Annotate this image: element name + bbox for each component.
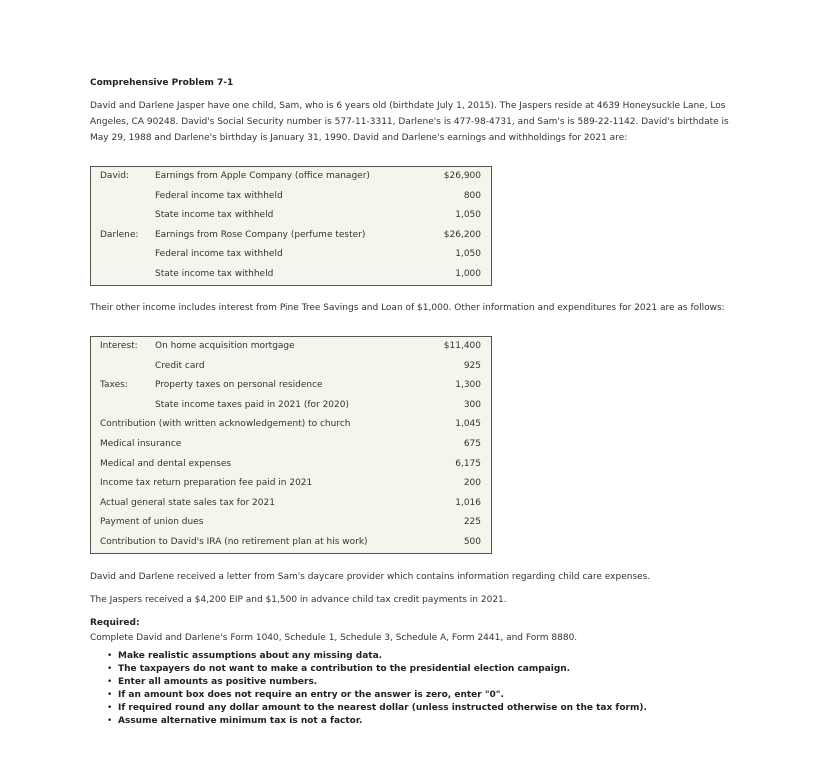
intro-paragraph: David and Darlene Jasper have one child, Sam, who is 6 years old (birthdate July 1, 2015). The Jaspers reside at 4639 Honeysuckle Lane, Los Angeles, CA 90248. David's Social Security number is 577-11-3311, Darlene's is 477-98-4731, and Sam's is 589-22-1142. David's birthdate is May 29, 1988 and Darlene's birthday is January 31, 1990. David and Darlene's earnings and withholdings for 2021 are: [90,101,729,143]
required-label: Required: [90,618,140,628]
list-item: • The taxpayers do not want to make a contribution to the presidential election campaign. [118,663,647,676]
item-label: On home acquisition mortgage [155,341,295,351]
table-row [91,415,491,435]
item-label: Earnings from Apple Company (office manager) [155,171,370,181]
amount-value: $26,200 [443,229,481,240]
expenditures-table [90,336,492,554]
amount-value: 1,000 [455,268,481,279]
table-row [91,265,491,285]
item-label: Medical and dental expenses [100,458,232,469]
item-label: Actual general state sales tax for 2021 [100,497,275,508]
item-label: State income tax withheld [155,210,274,221]
item-label: Medical insurance [100,438,182,449]
amount-value: 300 [463,399,481,410]
table-row [91,206,491,226]
item-label: State income tax withheld [155,268,274,279]
category-label: Taxes: [100,380,128,391]
item-label: Property taxes on personal residence [155,380,323,391]
amount-value: 200 [463,478,481,489]
table-row [91,357,491,377]
amount-value: 1,050 [455,249,481,260]
table-row [91,226,491,246]
amount-value: 800 [463,190,481,201]
item-label: Income tax return preparation fee paid in 2021 [100,478,313,489]
amount-value: 675 [463,438,481,449]
list-item: • If an amount box does not require an entry or the answer is zero, enter "0". [118,689,647,702]
item-label: Contribution to David's IRA (no retirement plan at his work) [100,536,368,547]
amount-value: 1,045 [455,419,481,430]
item-label: Contribution (with written acknowledgement) to church [100,419,351,430]
category-label: Interest: [100,341,138,351]
table-row [91,474,491,494]
daycare-paragraph: David and Darlene received a letter from Sam's daycare provider which contains information regarding child care expenses. [90,572,651,582]
amount-value: $11,400 [443,341,481,351]
amount-value: 925 [463,360,481,371]
table-row [91,187,491,207]
list-item: • If required round any dollar amount to the nearest dollar (unless instructed otherwise on the tax form). [118,702,647,715]
table-row [91,435,491,455]
problem-title: Comprehensive Problem 7-1 [90,78,234,88]
amount-value: 1,016 [455,497,481,508]
person-label: David: [100,171,130,181]
amount-value: 1,300 [455,380,481,391]
table-row [91,376,491,396]
table-row [91,167,491,187]
item-label: Federal income tax withheld [155,190,283,201]
list-item: • Make realistic assumptions about any missing data. [118,650,647,663]
eip-paragraph: The Jaspers received a $4,200 EIP and $1,500 in advance child tax credit payments in 2021. [90,595,507,605]
amount-value: 6,175 [455,458,481,469]
other-income-paragraph: Their other income includes interest from Pine Tree Savings and Loan of $1,000. Other information and expenditures for 2021 are as follows: [90,303,725,313]
item-label: Credit card [155,360,205,371]
table-row [91,513,491,533]
amount-value: 1,050 [455,210,481,221]
person-label: Darlene: [100,229,139,240]
required-text: Complete David and Darlene's Form 1040, Schedule 1, Schedule 3, Schedule A, Form 2441, and Form 8880. [90,633,578,643]
instructions-list [118,650,647,727]
list-item: • Assume alternative minimum tax is not a factor. [118,715,647,728]
amount-value: 225 [463,517,481,528]
item-label: Earnings from Rose Company (perfume tester) [155,229,366,240]
table-row [91,337,491,357]
table-row [91,455,491,475]
list-item: • Enter all amounts as positive numbers. [118,676,647,689]
table-row [91,245,491,265]
table-row [91,494,491,514]
amount-value: $26,900 [443,171,481,181]
item-label: Payment of union dues [100,517,204,528]
table-row [91,533,491,553]
item-label: Federal income tax withheld [155,249,283,260]
item-label: State income taxes paid in 2021 (for 2020) [155,399,349,410]
earnings-table [90,166,492,286]
amount-value: 500 [463,536,481,547]
table-row [91,396,491,416]
